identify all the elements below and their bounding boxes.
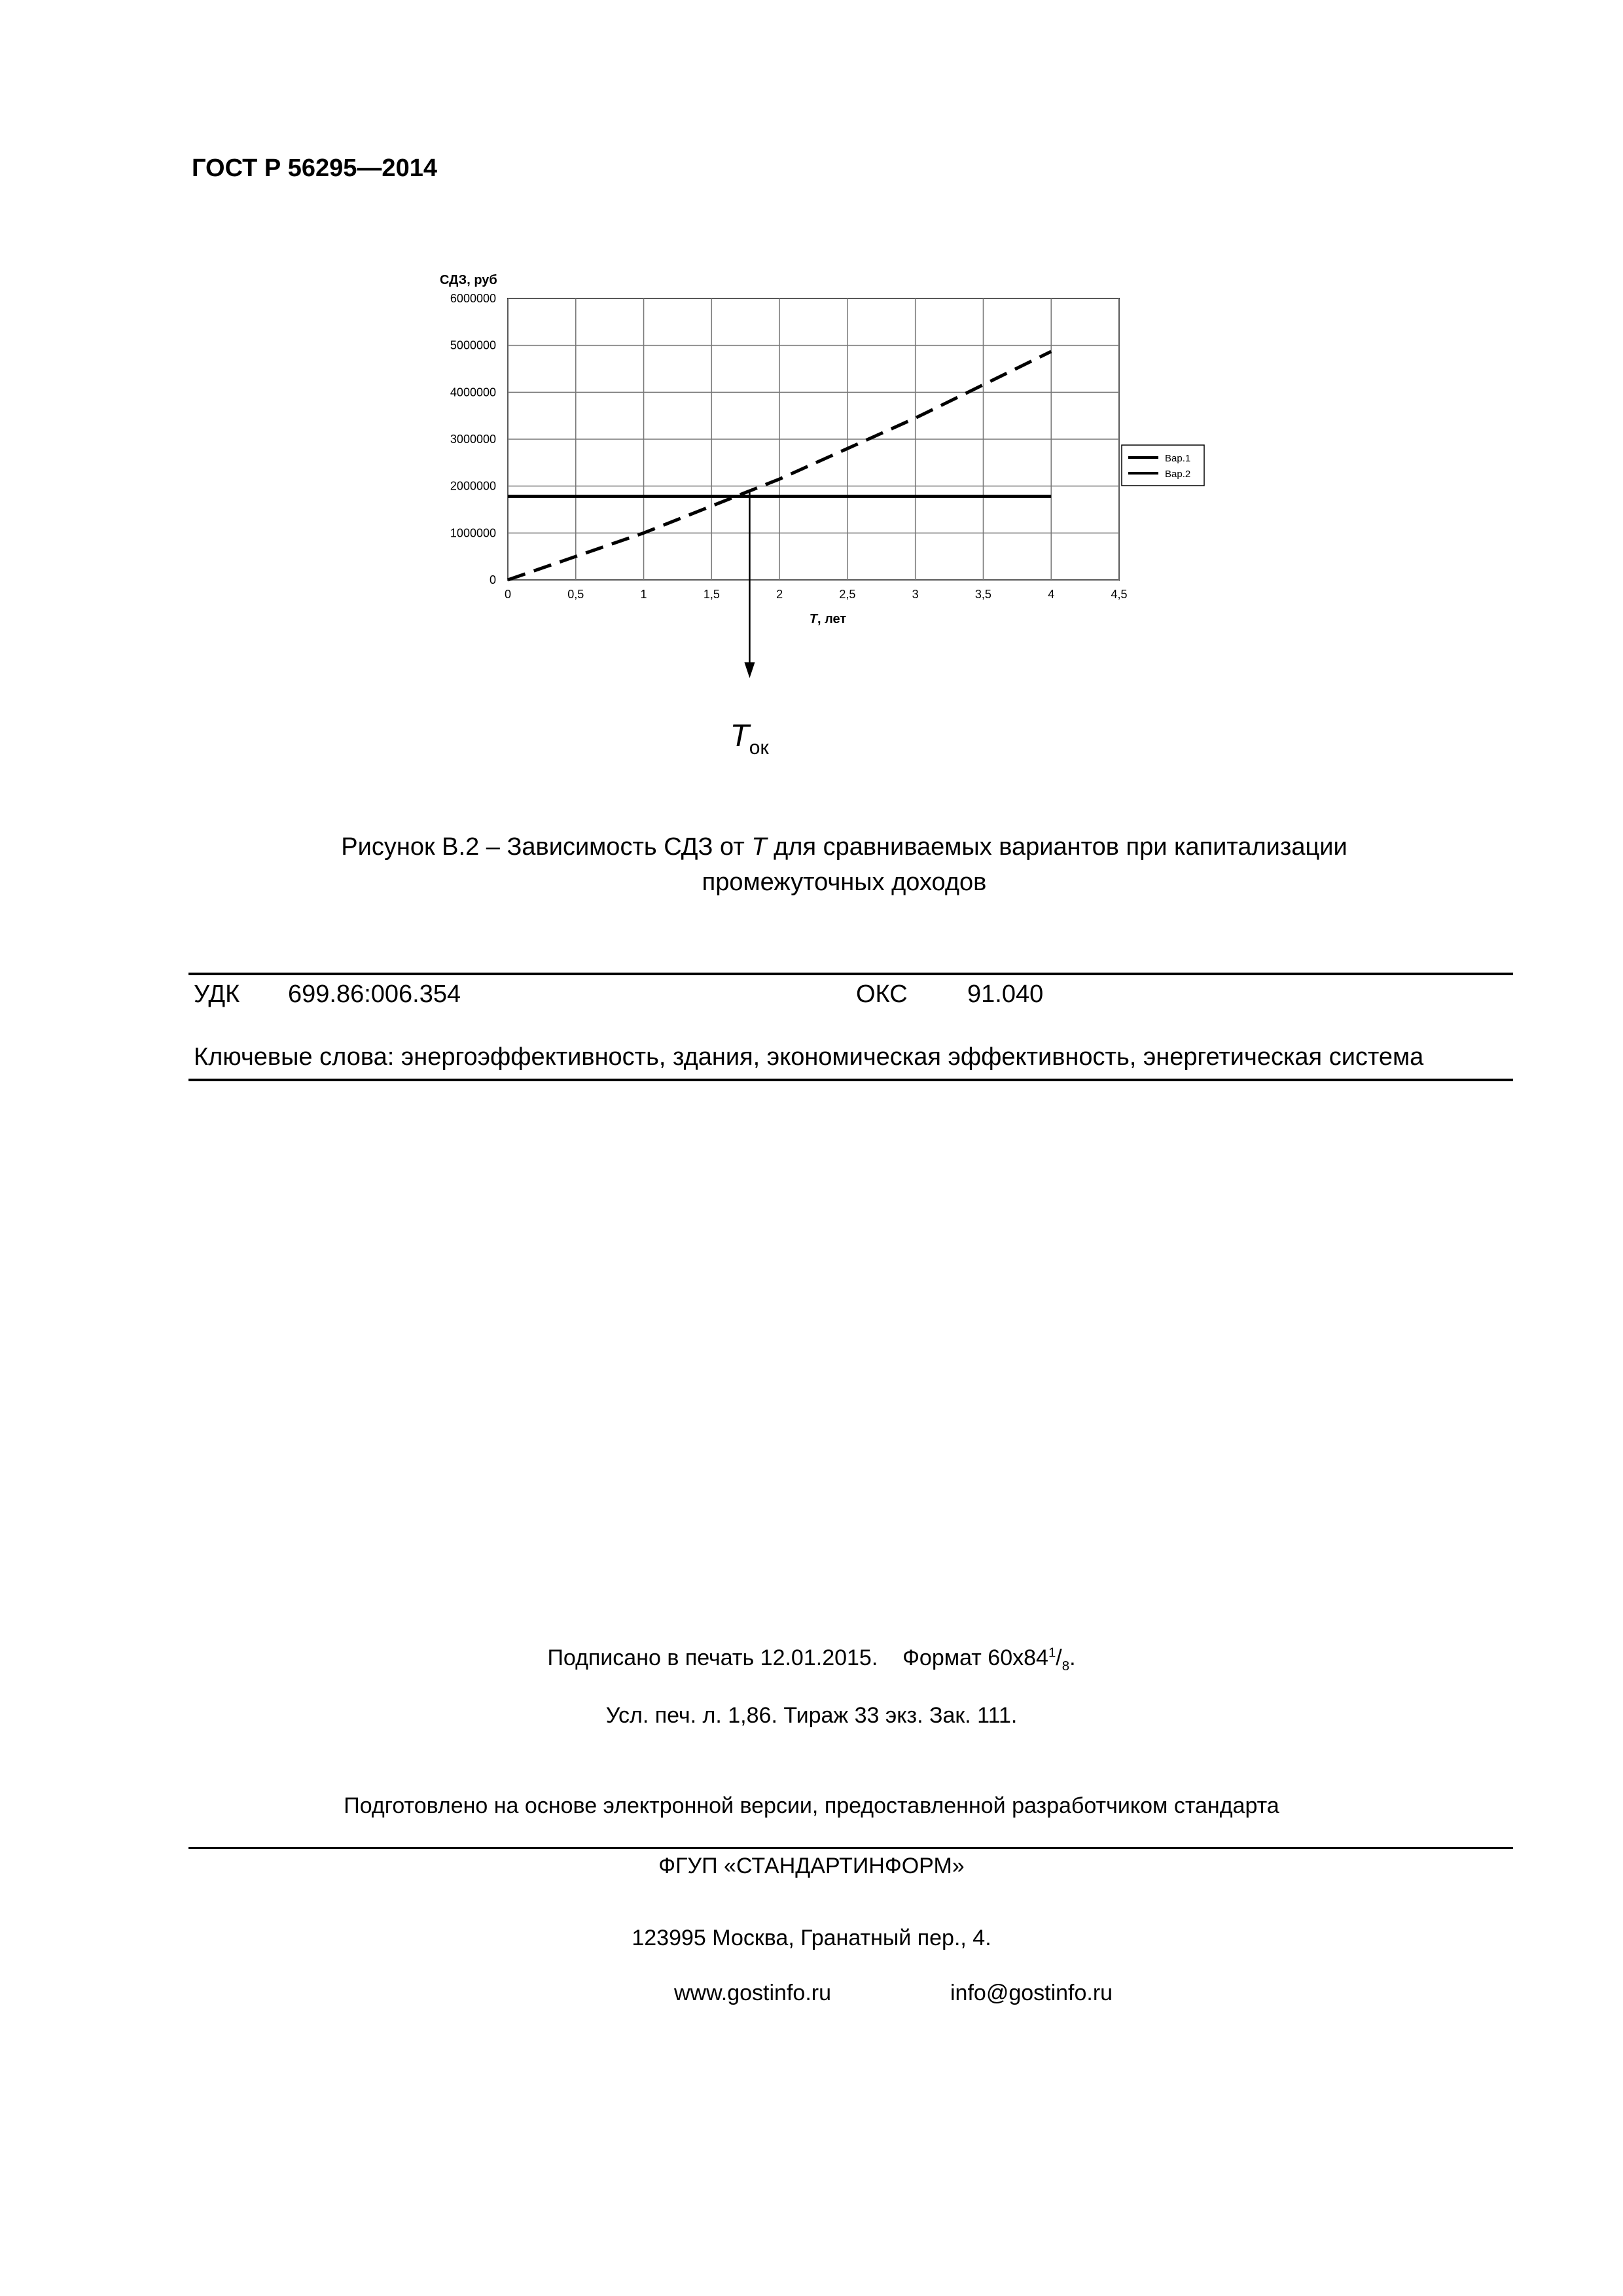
oks-value: 91.040 <box>967 980 1044 1008</box>
chart-xlabel: T, лет <box>809 612 847 626</box>
tok-arrow-head <box>744 662 755 678</box>
chart-grid <box>508 298 1119 580</box>
x-tick-label: 1,5 <box>703 588 720 601</box>
x-tick-label: 2,5 <box>839 588 856 601</box>
publisher-address: 123995 Москва, Гранатный пер., 4. <box>632 1926 991 1950</box>
x-tick-labels <box>505 588 1128 601</box>
x-tick-label: 4 <box>1048 588 1055 601</box>
x-tick-label: 1 <box>640 588 647 601</box>
chart-legend <box>1122 445 1204 486</box>
oks-label: ОКС <box>856 980 908 1008</box>
sdz-chart <box>419 262 1230 785</box>
legend-label: Вар.2 <box>1165 469 1191 480</box>
udk-label: УДК <box>194 980 240 1008</box>
x-tick-label: 4,5 <box>1111 588 1128 601</box>
website-link[interactable]: www.gostinfo.ru <box>674 1981 831 2005</box>
keywords-rule <box>188 1079 1513 1081</box>
y-tick-label: 2000000 <box>450 479 496 493</box>
keywords: Ключевые слова: энергоэффективность, здания, экономическая эффективность, энергетическая система <box>194 1043 1424 1071</box>
publisher-name: ФГУП «СТАНДАРТИНФОРМ» <box>658 1854 965 1878</box>
udk-value: 699.86:006.354 <box>288 980 461 1008</box>
y-tick-label: 1000000 <box>450 526 496 540</box>
x-tick-label: 2 <box>776 588 783 601</box>
email-link[interactable]: info@gostinfo.ru <box>950 1981 1113 2005</box>
y-tick-label: 6000000 <box>450 292 496 305</box>
signed-info: Подписано в печать 12.01.2015. Формат $60x84^1/_8$. <box>547 1645 1076 1674</box>
y-tick-labels <box>450 292 496 586</box>
figure-caption-line2: промежуточных доходов <box>702 869 987 896</box>
x-tick-label: 3,5 <box>974 588 991 601</box>
y-tick-label: 5000000 <box>450 338 496 352</box>
print-info: Усл. печ. л. 1,86. Тираж 33 экз. Зак. 111. <box>605 1703 1018 1728</box>
prepared-note: Подготовлено на основе электронной версии, предоставленной разработчиком стандарта <box>344 1793 1279 1818</box>
y-tick-label: 3000000 <box>450 433 496 446</box>
tok-annotation <box>744 490 755 678</box>
figure-caption: Рисунок В.2 – Зависимость СДЗ от T для сравниваемых вариантов при капитализации <box>341 833 1347 861</box>
document-header: ГОСТ Р 56295—2014 <box>192 154 437 182</box>
y-tick-label: 0 <box>489 573 496 586</box>
legend-box <box>1122 445 1204 486</box>
x-tick-label: 0 <box>504 588 512 601</box>
legend-label: Вар.1 <box>1165 453 1191 464</box>
top-rule <box>188 973 1513 975</box>
x-tick-label: 0,5 <box>567 588 584 601</box>
x-tick-label: 3 <box>912 588 919 601</box>
y-tick-label: 4000000 <box>450 386 496 399</box>
footer-rule <box>188 1847 1513 1849</box>
tok-label: $T_{ок}$ <box>730 719 769 759</box>
chart-ylabel: СДЗ, руб <box>440 273 497 287</box>
